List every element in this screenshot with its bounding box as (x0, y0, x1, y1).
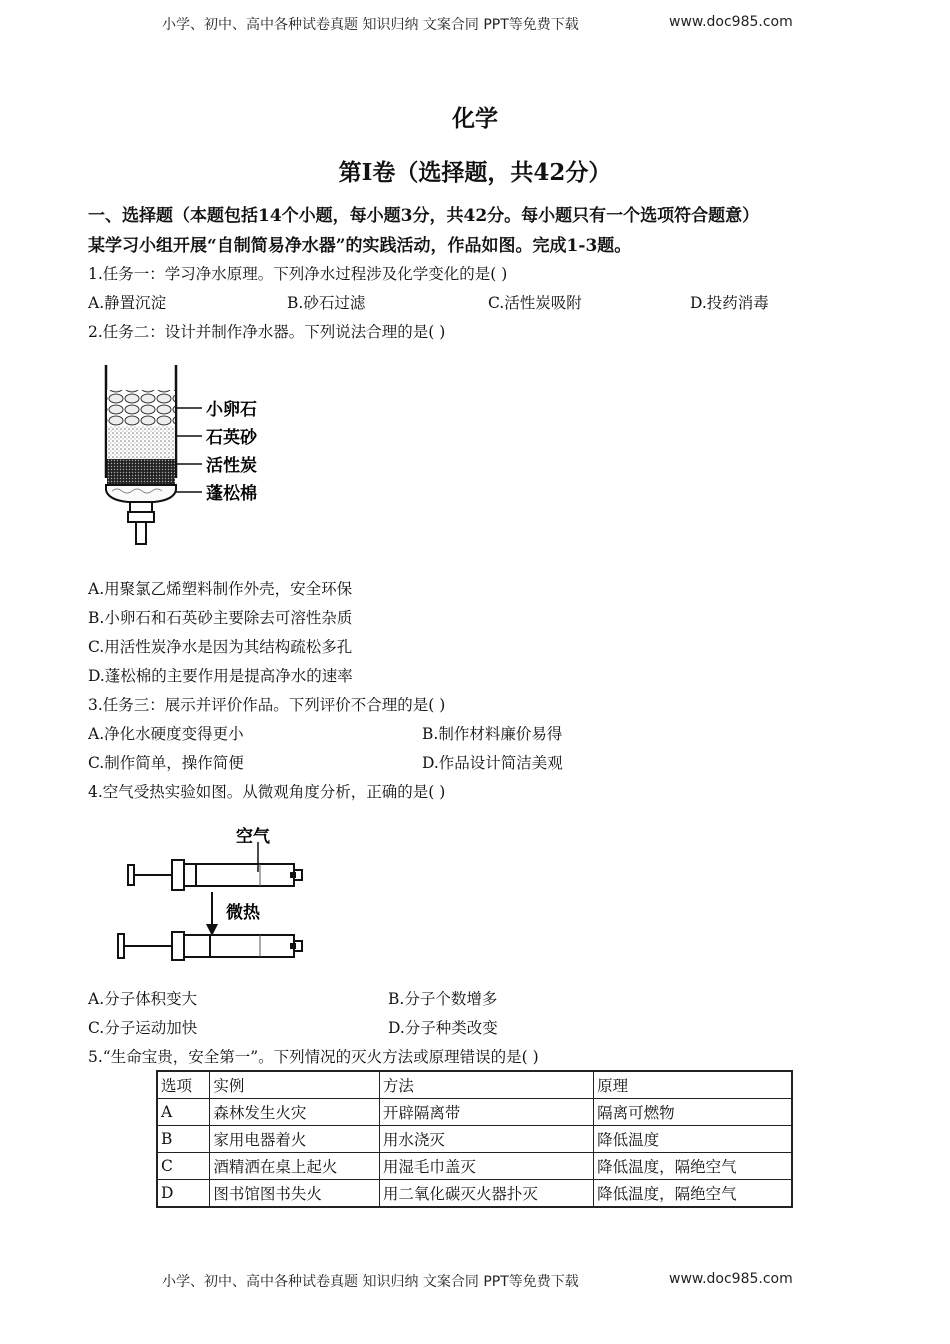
table-cell: 开辟隔离带 (379, 1099, 593, 1126)
question-1-stem: 1.任务一：学习净水原理。下列净水过程涉及化学变化的是( ) (88, 265, 508, 283)
q3-option-c: C.制作简单，操作简便 (88, 754, 244, 772)
quartz-sand-layer (107, 426, 175, 459)
q2-option-b: B.小卵石和石英砂主要除去可溶性杂质 (88, 609, 353, 627)
label-air: 空气 (236, 827, 270, 847)
q4-option-b: B.分子个数增多 (388, 990, 498, 1008)
footer-banner: 小学、初中、高中各种试卷真题 知识归纳 文案合同 PPT等免费下载 (162, 1274, 579, 1290)
header-url[interactable]: www.doc985.com (669, 14, 793, 30)
q1-option-c: C.活性炭吸附 (488, 294, 582, 312)
q1-option-a: A.静置沉淀 (88, 294, 167, 312)
table-cell: A (157, 1099, 210, 1126)
table-row (157, 1153, 792, 1180)
table-cell: 降低温度，隔绝空气 (594, 1180, 792, 1208)
q2-option-a: A.用聚氯乙烯塑料制作外壳，安全环保 (88, 580, 353, 598)
fire-extinguishing-table (156, 1070, 793, 1208)
table-row (157, 1180, 792, 1208)
label-gentle-heat: 微热 (226, 903, 260, 923)
question-5-stem: 5.“生命宝贵，安全第一”。下列情况的灭火方法或原理错误的是( ) (88, 1048, 539, 1066)
table-cell: 降低温度 (594, 1126, 792, 1153)
syringe-top (128, 842, 302, 890)
question-2-stem: 2.任务二：设计并制作净水器。下列说法合理的是( ) (88, 323, 446, 341)
q1-option-b: B.砂石过滤 (287, 294, 366, 312)
syringe-bottom (118, 932, 302, 960)
q2-option-c: C.用活性炭净水是因为其结构疏松多孔 (88, 638, 353, 656)
label-activated-carbon: 活性炭 (206, 456, 257, 476)
water-filter-figure (92, 360, 292, 559)
table-row (157, 1099, 792, 1126)
question-3-stem: 3.任务三：展示并评价作品。下列评价不合理的是( ) (88, 696, 446, 714)
cotton-layer (106, 485, 176, 502)
q1-option-d: D.投药消毒 (690, 294, 769, 312)
table-header-row (157, 1071, 792, 1099)
table-cell: 隔离可燃物 (594, 1099, 792, 1126)
question-4-stem: 4.空气受热实验如图。从微观角度分析，正确的是( ) (88, 783, 446, 801)
label-quartz-sand: 石英砂 (206, 428, 257, 448)
label-pebble: 小卵石 (206, 400, 257, 420)
q4-option-d: D.分子种类改变 (388, 1019, 498, 1037)
table-cell: 图书馆图书失火 (210, 1180, 379, 1208)
q2-option-d: D.蓬松棉的主要作用是提高净水的速率 (88, 667, 353, 685)
table-cell: B (157, 1126, 210, 1153)
q3-option-a: A.净化水硬度变得更小 (88, 725, 244, 743)
context-text: 某学习小组开展“自制简易净水器”的实践活动，作品如图。完成1-3题。 (88, 236, 632, 256)
table-cell: 家用电器着火 (210, 1126, 379, 1153)
header-banner: 小学、初中、高中各种试卷真题 知识归纳 文案合同 PPT等免费下载 (162, 17, 579, 33)
table-cell: D (157, 1180, 210, 1208)
pebble-layer (107, 390, 175, 426)
page-subtitle: 第I卷（选择题，共42分） (338, 159, 612, 186)
label-cotton: 蓬松棉 (206, 484, 257, 504)
header-cell-option: 选项 (157, 1071, 210, 1099)
header-cell-method: 方法 (379, 1071, 593, 1099)
table-cell: 用二氧化碳灭火器扑灭 (379, 1180, 593, 1208)
q3-option-d: D.作品设计简洁美观 (422, 754, 563, 772)
activated-carbon-layer (107, 459, 175, 485)
header-cell-principle: 原理 (594, 1071, 792, 1099)
table-cell: 酒精洒在桌上起火 (210, 1153, 379, 1180)
table-cell: 用湿毛巾盖灭 (379, 1153, 593, 1180)
table-cell: 降低温度，隔绝空气 (594, 1153, 792, 1180)
table-row (157, 1126, 792, 1153)
q4-option-a: A.分子体积变大 (88, 990, 198, 1008)
page-title: 化学 (452, 105, 498, 132)
table-cell: 用水浇灭 (379, 1126, 593, 1153)
table-cell: 森林发生火灾 (210, 1099, 379, 1126)
header-cell-case: 实例 (210, 1071, 379, 1099)
q3-option-b: B.制作材料廉价易得 (422, 725, 563, 743)
table-cell: C (157, 1153, 210, 1180)
syringe-figure (110, 820, 350, 974)
section-heading: 一、选择题（本题包括14个小题，每小题3分，共42分。每小题只有一个选项符合题意） (88, 206, 760, 226)
footer-url[interactable]: www.doc985.com (669, 1271, 793, 1287)
q4-option-c: C.分子运动加快 (88, 1019, 198, 1037)
